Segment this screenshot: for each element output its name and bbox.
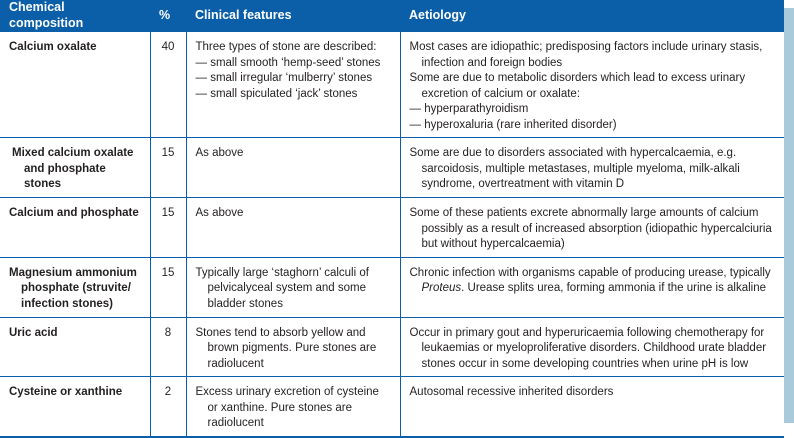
- table-row: [0, 198, 784, 258]
- composition-text: Mixed calcium oxalate and phosphate stones: [12, 147, 134, 190]
- table-row: [0, 377, 784, 437]
- aetiology-paragraph: Occur in primary gout and hyperuricaemia following chemotherapy for leukaemias or myeloproliferative disorders. Childhood urate bladder stones occur in some developing countries when urine pH is low: [409, 326, 767, 370]
- aetiology-cell: [400, 377, 784, 437]
- aetiology-cell: [400, 32, 784, 138]
- aetiology-paragraph: Most cases are idiopathic; predisposing factors include urinary stasis, infection and foreign bodies: [409, 41, 763, 69]
- table-row: [0, 257, 784, 317]
- header-composition: Chemical composition: [0, 0, 150, 32]
- clinical-cell: As above: [186, 198, 400, 258]
- percent-cell: 8: [150, 317, 186, 377]
- percent-cell: 2: [150, 377, 186, 437]
- aetiology-text: Chronic infection with organisms capable of producing urease, typically: [409, 266, 771, 279]
- clinical-cell: As above: [186, 138, 400, 198]
- aetiology-item: — hyperoxaluria (rare inherited disorder): [409, 118, 617, 131]
- aetiology-paragraph: Autosomal recessive inherited disorders: [409, 386, 614, 398]
- percent-cell: 15: [150, 257, 186, 317]
- clinical-cell: [186, 377, 400, 437]
- aetiology-cell: [400, 198, 784, 258]
- composition-text: Magnesium ammonium phosphate (struvite/ infection stones): [9, 266, 137, 310]
- header-percent: %: [150, 0, 186, 32]
- aetiology-cell: [400, 317, 784, 377]
- composition-cell: [0, 257, 150, 317]
- composition-cell: [0, 138, 150, 198]
- clinical-item: — small spiculated ‘jack’ stones: [195, 87, 358, 100]
- clinical-text: Stones tend to absorb yellow and brown pigments. Pure stones are radiolucent: [195, 326, 377, 370]
- aetiology-cell: [400, 138, 784, 198]
- composition-cell: Cysteine or xanthine: [0, 377, 150, 437]
- header-clinical: Clinical features: [186, 0, 400, 32]
- clinical-item: — small irregular ‘mulberry’ stones: [195, 72, 373, 84]
- aetiology-organism: Proteus: [421, 282, 462, 294]
- percent-cell: 15: [150, 138, 186, 198]
- table-row: [0, 138, 784, 198]
- clinical-intro: Three types of stone are described:: [195, 41, 377, 53]
- header-row: [0, 0, 784, 32]
- clinical-text: Typically large ‘staghorn’ calculi of pelvicalyceal system and some bladder stones: [195, 266, 369, 310]
- aetiology-paragraph: Some are due to metabolic disorders which lead to excess urinary excretion of calcium or oxalate:: [409, 72, 746, 100]
- aetiology-cell: [400, 257, 784, 317]
- aetiology-text: . Urease splits urea, forming ammonia if the urine is alkaline: [461, 282, 767, 294]
- composition-cell: Calcium oxalate: [0, 32, 150, 138]
- percent-cell: 40: [150, 32, 186, 138]
- aetiology-paragraph: Some are due to disorders associated with hypercalcaemia, e.g. sarcoidosis, multiple metastases, multiple myeloma, milk-alkali syndrome, overtreatment with vitamin D: [409, 147, 740, 190]
- aetiology-item: — hyperparathyroidism: [409, 103, 529, 115]
- aetiology-paragraph: Some of these patients excrete abnormally large amounts of calcium possibly as a result of increased absorption (idiopathic hypercalciuria but without hypercalcaemia): [409, 207, 772, 250]
- composition-cell: Uric acid: [0, 317, 150, 377]
- table-row: [0, 32, 784, 138]
- percent-cell: 15: [150, 198, 186, 258]
- table-row: [0, 317, 784, 377]
- clinical-cell: [186, 32, 400, 138]
- composition-cell: Calcium and phosphate: [0, 198, 150, 258]
- clinical-cell: [186, 317, 400, 377]
- clinical-text: Excess urinary excretion of cysteine or xanthine. Pure stones are radiolucent: [195, 386, 379, 429]
- clinical-item: — small smooth ‘hemp-seed’ stones: [195, 56, 381, 69]
- header-aetiology: Aetiology: [400, 0, 784, 32]
- aetiology-paragraph: [410, 266, 776, 297]
- clinical-cell: [186, 257, 400, 317]
